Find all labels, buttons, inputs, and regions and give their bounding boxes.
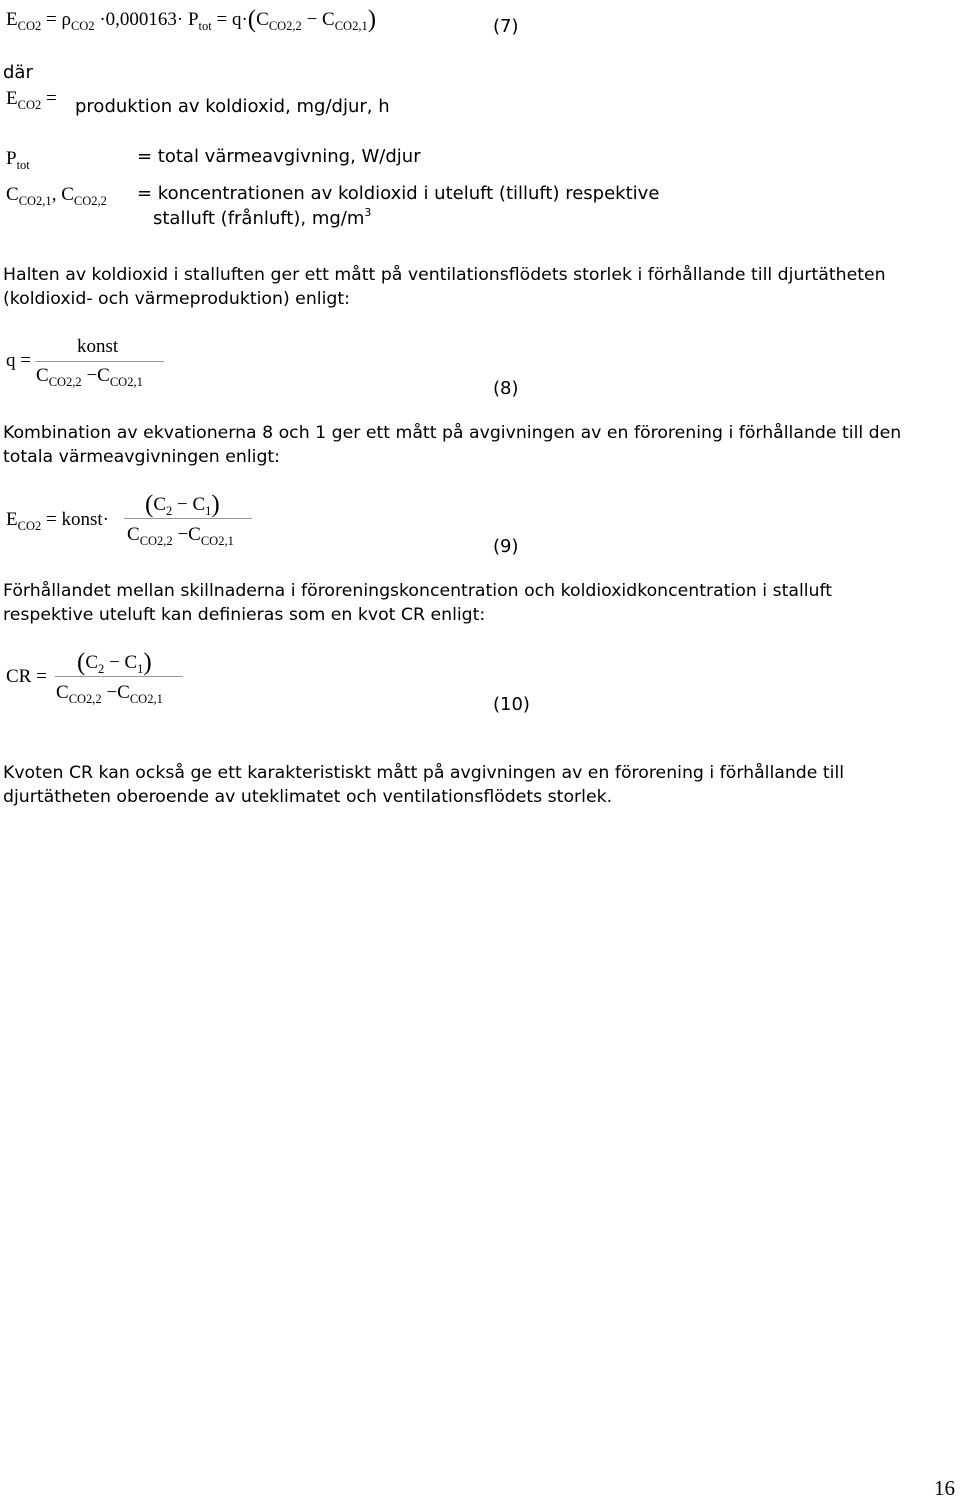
eq8-numerator: konst: [77, 336, 119, 357]
eq10-fraction-bar: [55, 676, 183, 677]
paragraph-3-line-1: Förhållandet mellan skillnaderna i föroreningskoncentration och koldioxidkoncentration i stalluft: [3, 581, 833, 601]
eq9-minus: −: [177, 494, 188, 515]
eq9-denominator: [127, 524, 234, 546]
eq7-P-sub: tot: [198, 19, 212, 33]
eq9-C-sub: CO2,2: [139, 534, 173, 548]
eq9-lhs: [6, 509, 109, 531]
eq10-lhs: [6, 666, 47, 688]
def-C: C: [6, 184, 19, 205]
equation-number-10: (10): [493, 694, 530, 715]
eq7-rho-sub: CO2: [70, 19, 95, 33]
eq7-rho: ρ: [61, 9, 71, 30]
equation-number-9: (9): [493, 536, 519, 557]
paragraph-4-line-2: djurtätheten oberoende av uteklimatet och ventilationsflödets storlek.: [3, 787, 613, 807]
eq8-fraction-bar: [35, 361, 164, 362]
eq7-rparen: ): [367, 6, 377, 33]
eq7-C: C: [256, 9, 269, 30]
eq9-C-sub: 2: [166, 504, 173, 518]
eq8-equals: =: [20, 350, 31, 371]
def-C: C: [61, 184, 74, 205]
eq7-dot: ·: [241, 9, 248, 30]
paragraph-4-line-1: Kvoten CR kan också ge ett karakteristiskt mått på avgivningen av en förorening i förhållande till: [3, 763, 845, 783]
eq9-C: C: [153, 494, 167, 515]
eq7-minus: −: [306, 9, 318, 30]
eq8-lhs: [6, 350, 31, 372]
eq7-C: C: [322, 9, 335, 30]
def-E-symbol: [6, 88, 57, 110]
eq10-C-sub: 1: [137, 662, 144, 676]
def-E: E: [6, 88, 18, 109]
paragraph-2-line-1: Kombination av ekvationerna 8 och 1 ger ett mått på avgivningen av en förorening i förhållande till den: [3, 423, 902, 443]
eq9-C: C: [188, 524, 201, 545]
eq10-C-sub: 2: [98, 662, 105, 676]
def-P-text: = total värmeavgivning, W/djur: [137, 146, 421, 167]
eq9-rparen: ): [211, 491, 220, 518]
eq10-minus: −: [106, 682, 118, 703]
def-E-equals: =: [45, 88, 57, 109]
eq10-CR: CR: [6, 666, 32, 687]
eq9-dot: ·: [102, 509, 109, 530]
paragraph-1-line-2: (koldioxid- och värmeproduktion) enligt:: [3, 289, 350, 309]
eq7-q: q: [231, 9, 242, 30]
eq7-equals: =: [216, 9, 228, 30]
eq8-denominator: [36, 365, 143, 387]
def-P-sub: tot: [16, 158, 30, 172]
eq10-C: C: [117, 682, 130, 703]
eq7-lparen: (: [247, 6, 257, 33]
eq8-minus: −: [86, 365, 98, 386]
eq8-q: q: [6, 350, 16, 371]
eq9-C-sub: CO2,1: [200, 534, 234, 548]
eq10-numerator: [77, 647, 152, 675]
def-C-symbol: [6, 184, 107, 206]
eq10-C: C: [85, 652, 99, 673]
eq7-coefficient: 0,000163: [105, 9, 177, 30]
paragraph-2-line-2: totala värmeavgivningen enligt:: [3, 447, 281, 467]
eq10-C-sub: CO2,1: [129, 692, 163, 706]
equation-number-7: (7): [493, 16, 519, 37]
eq9-numerator: [145, 489, 220, 517]
eq9-C: C: [127, 524, 140, 545]
eq7-E: E: [6, 9, 18, 30]
def-comma: ,: [51, 184, 57, 205]
eq7-P: P: [187, 9, 199, 30]
equation-number-8: (8): [493, 378, 519, 399]
def-C-text-line1: = koncentrationen av koldioxid i uteluft (tilluft) respektive: [137, 183, 660, 204]
paragraph-1-line-1: Halten av koldioxid i stalluften ger ett mått på ventilationsflödets storlek i förhållande till djurtätheten: [3, 265, 886, 285]
def-C-sub: CO2,2: [73, 194, 107, 208]
def-C-text-line2: [153, 208, 371, 229]
def-C-sub: CO2,1: [18, 194, 52, 208]
eq8-C: C: [36, 365, 49, 386]
eq10-minus: −: [109, 652, 120, 673]
def-C-text-sup: 3: [364, 206, 372, 219]
eq9-fraction-bar: [124, 518, 252, 519]
def-E-text: produktion av koldioxid, mg/djur, h: [75, 96, 390, 117]
def-E-sub: CO2: [17, 98, 42, 112]
eq8-C-sub: CO2,1: [109, 375, 143, 389]
def-C-text-unit: stalluft (frånluft), mg/m: [153, 208, 365, 229]
eq9-E-sub: CO2: [17, 519, 42, 533]
eq9-minus: −: [177, 524, 189, 545]
eq7-E-sub: CO2: [17, 19, 42, 33]
eq7-C-sub: CO2,1: [334, 19, 368, 33]
eq8-C-sub: CO2,2: [48, 375, 82, 389]
eq7-equals: =: [45, 9, 57, 30]
eq7-dot: ·: [99, 9, 106, 30]
eq9-konst: konst: [61, 509, 103, 530]
eq9-E: E: [6, 509, 18, 530]
eq10-lparen: (: [77, 649, 86, 676]
eq9-lparen: (: [145, 491, 154, 518]
eq10-C: C: [124, 652, 138, 673]
equation-7: [6, 4, 376, 32]
eq7-C-sub: CO2,2: [268, 19, 302, 33]
eq9-C-sub: 1: [205, 504, 212, 518]
def-P: P: [6, 148, 17, 169]
page-number: 16: [934, 1476, 955, 1500]
eq10-rparen: ): [143, 649, 152, 676]
eq7-dot: ·: [176, 9, 184, 30]
eq8-C: C: [97, 365, 110, 386]
where-label: där: [3, 62, 33, 83]
paragraph-3-line-2: respektive uteluft kan definieras som en kvot CR enligt:: [3, 605, 486, 625]
eq10-C-sub: CO2,2: [68, 692, 102, 706]
eq10-denominator: [56, 682, 163, 704]
eq10-equals: =: [36, 666, 47, 687]
eq9-C: C: [192, 494, 206, 515]
eq10-C: C: [56, 682, 69, 703]
def-P-symbol: [6, 148, 30, 170]
eq9-equals: =: [45, 509, 57, 530]
